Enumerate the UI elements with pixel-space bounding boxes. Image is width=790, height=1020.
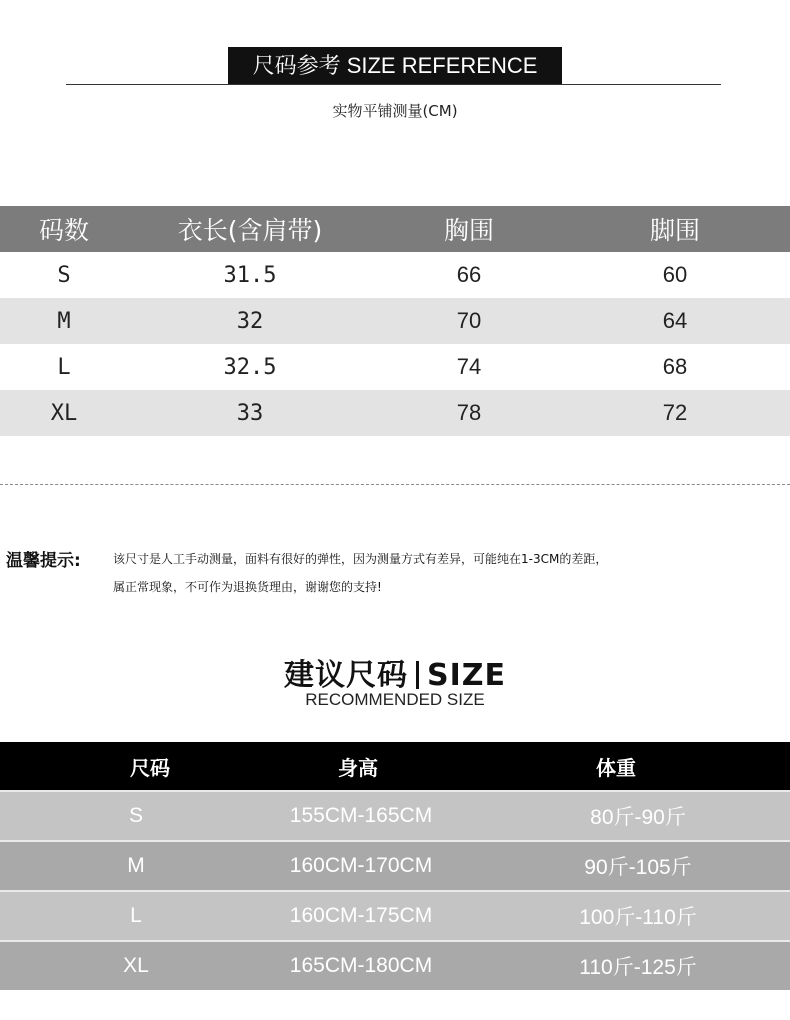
- header-divider: [66, 84, 721, 85]
- table-row: [0, 940, 790, 990]
- length-cell: 33: [236, 400, 264, 426]
- chest-cell: 70: [456, 308, 482, 333]
- weight-cell: 110斤-125斤: [579, 956, 697, 979]
- recommended-subtitle: RECOMMENDED SIZE: [305, 690, 485, 709]
- weight-cell: 90斤-105斤: [584, 856, 692, 879]
- chest-cell: 74: [456, 354, 482, 379]
- weight-cell: 100斤-110斤: [579, 906, 697, 929]
- size-table-header: [0, 206, 790, 252]
- table-row: [0, 790, 790, 840]
- table-row: [0, 390, 790, 436]
- size-cell: L: [130, 904, 142, 927]
- recommended-title: [0, 650, 790, 694]
- weight-cell: 80斤-90斤: [590, 806, 686, 829]
- table-row: [0, 298, 790, 344]
- header-weight: 体重: [596, 755, 636, 780]
- header-size-code: 码数: [38, 216, 89, 245]
- hem-cell: 68: [662, 354, 688, 379]
- hem-cell: 64: [662, 308, 688, 333]
- header-chest: 胸围: [443, 216, 494, 245]
- size-cell: S: [57, 262, 71, 288]
- header-height: 身高: [338, 755, 378, 780]
- size-table: [0, 206, 790, 436]
- length-cell: 32: [236, 308, 264, 334]
- table-row: [0, 840, 790, 890]
- size-cell: M: [57, 308, 71, 334]
- hem-cell: 72: [662, 400, 688, 425]
- table-row: [0, 344, 790, 390]
- chest-cell: 78: [456, 400, 482, 425]
- header-hem: 脚围: [649, 216, 700, 245]
- recommended-table-header: [0, 742, 790, 790]
- tip-text-line2: 属正常现象，不可作为退换货理由，谢谢您的支持!: [113, 580, 382, 594]
- tip-text-line1: 该尺寸是人工手动测量，面料有很好的弹性，因为测量方式有差异，可能纯在1-3CM的差距，: [113, 552, 608, 566]
- recommended-title-en: SIZE: [426, 658, 506, 693]
- height-cell: 165CM-180CM: [289, 954, 433, 977]
- chest-cell: 66: [456, 262, 482, 287]
- page-title: 尺码参考 SIZE REFERENCE: [228, 47, 562, 84]
- length-cell: 31.5: [223, 262, 277, 288]
- height-cell: 160CM-175CM: [289, 904, 433, 927]
- recommended-title-cn: 建议尺码: [283, 658, 408, 693]
- recommended-table: [0, 742, 790, 990]
- size-cell: S: [128, 804, 143, 827]
- size-cell: L: [57, 354, 71, 380]
- header-size: 尺码: [130, 755, 170, 780]
- table-row: [0, 890, 790, 940]
- measurement-note: 实物平铺测量(CM): [332, 102, 458, 120]
- title-separator: [416, 661, 419, 689]
- table-row: [0, 252, 790, 298]
- size-cell: XL: [50, 400, 78, 426]
- height-cell: 155CM-165CM: [289, 804, 433, 827]
- height-cell: 160CM-170CM: [289, 854, 433, 877]
- dashed-divider: [0, 484, 790, 485]
- size-cell: M: [127, 854, 145, 877]
- tip-label: 温馨提示:: [6, 551, 81, 571]
- length-cell: 32.5: [223, 354, 277, 380]
- header-length: 衣长(含肩带): [177, 216, 323, 245]
- hem-cell: 60: [662, 262, 688, 287]
- size-cell: XL: [123, 954, 149, 977]
